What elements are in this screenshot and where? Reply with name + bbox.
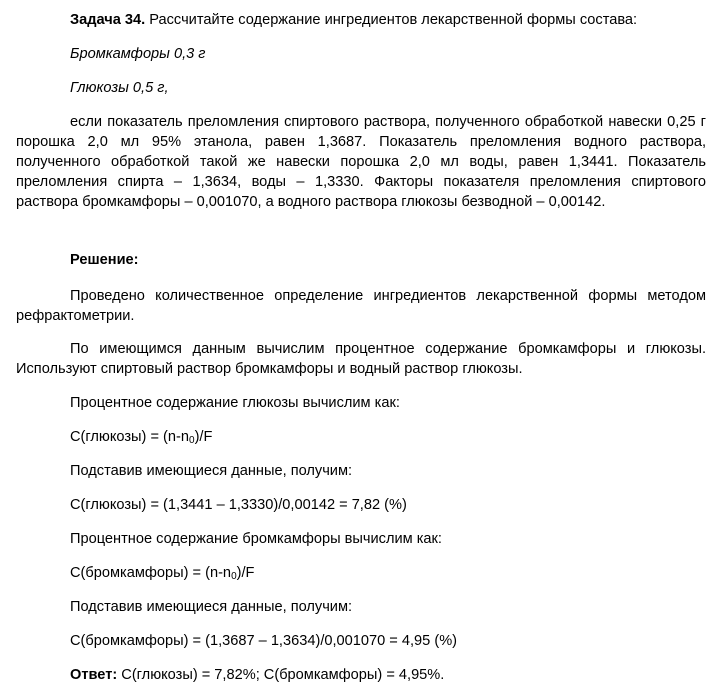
task-statement bbox=[16, 10, 706, 30]
ingredient-bromcamphor: Бромкамфоры 0,3 г bbox=[70, 46, 206, 62]
bromcamphor-formula-part-b: )/F bbox=[236, 565, 255, 581]
bromcamphor-calculation: С(бромкамфоры) = (1,3687 – 1,3634)/0,001070 = 4,95 (%) bbox=[70, 633, 458, 649]
bromcamphor-formula-part-a: С(бромкамфоры) = (n-n bbox=[70, 565, 232, 581]
task-condition: если показатель преломления спиртового раствора, полученного обработкой навески 0,25 г порошка 2,0 мл 95% этанола, равен 1,3687. Показатель преломления водного раствора, полученного обработкой такой же навески порошка 2,0 мл воды, равен 1,3441. Показатель преломления спирта – 1,3634, воды – 1,3330. Факторы показателя преломления спиртового раствора бромкамфоры – 0,001070, а водного раствора глюкозы безводной – 0,00142. bbox=[16, 114, 706, 210]
glucose-formula-part-a: С(глюкозы) = (n-n bbox=[70, 429, 189, 445]
bromcamphor-formula-label: Процентное содержание бромкамфоры вычислим как: bbox=[70, 531, 442, 547]
answer bbox=[16, 665, 706, 685]
bromcamphor-formula-subscript: 0 bbox=[231, 571, 237, 582]
glucose-formula bbox=[16, 427, 706, 447]
substitute-label-2: Подставив имеющиеся данные, получим: bbox=[70, 599, 353, 615]
glucose-formula-part-b: )/F bbox=[194, 429, 213, 445]
task-label: Задача 34. bbox=[70, 12, 146, 28]
answer-text: С(глюкозы) = 7,82%; С(бромкамфоры) = 4,95%. bbox=[117, 667, 445, 683]
glucose-formula-subscript: 0 bbox=[189, 435, 195, 446]
solution-heading: Решение: bbox=[70, 252, 139, 268]
solution-intro-1: Проведено количественное определение ингредиентов лекарственной формы методом рефрактометрии. bbox=[16, 288, 706, 324]
glucose-calculation: С(глюкозы) = (1,3441 – 1,3330)/0,00142 = 7,82 (%) bbox=[70, 497, 407, 513]
bromcamphor-formula bbox=[16, 563, 706, 583]
solution-intro-2: По имеющимся данным вычислим процентное содержание бромкамфоры и глюкозы. Используют спиртовый раствор бромкамфоры и водный раствор глюкозы. bbox=[16, 341, 706, 377]
substitute-label-1: Подставив имеющиеся данные, получим: bbox=[70, 463, 353, 479]
glucose-formula-label: Процентное содержание глюкозы вычислим как: bbox=[70, 395, 400, 411]
answer-label: Ответ: bbox=[70, 667, 118, 683]
ingredient-glucose: Глюкозы 0,5 г, bbox=[70, 80, 169, 96]
task-text: Рассчитайте содержание ингредиентов лекарственной формы состава: bbox=[145, 12, 638, 28]
